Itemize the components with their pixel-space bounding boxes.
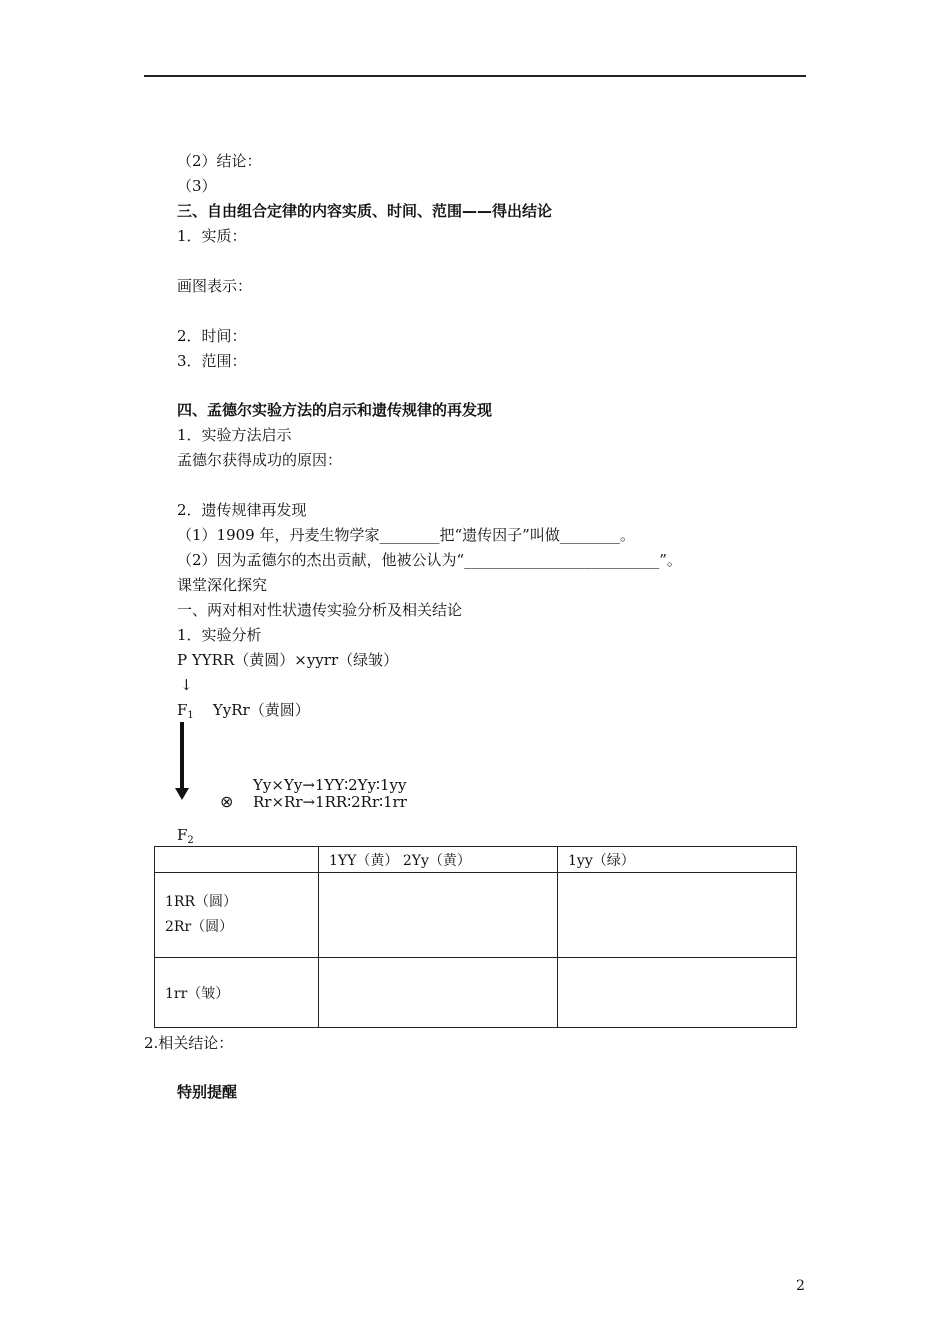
table-cell: 1rr（皱） (155, 958, 319, 1028)
success-reason: 孟德尔获得成功的原因： (177, 451, 343, 469)
table-row (155, 873, 797, 958)
diagram-item: 画图表示： (177, 277, 253, 295)
table-row (155, 847, 797, 873)
table-cell (155, 847, 319, 873)
f1-label: F (177, 701, 188, 719)
table-cell: 1YY（黄） 2Yy（黄） (319, 847, 558, 873)
down-arrow-large-icon (180, 722, 184, 790)
rr-cross: Rr×Rr→1RR∶2Rr∶1rr (253, 793, 407, 811)
table-cell (319, 873, 558, 958)
rediscovery-item: 2．遗传规律再发现 (177, 501, 307, 519)
parent-cross: P YYRR（黄圆）×yyrr（绿皱） (177, 651, 399, 669)
header-rule (144, 75, 806, 77)
f2-label: F (177, 826, 188, 844)
fill-blank-2: （2）因为孟德尔的杰出贡献，他被公认为“__________________________”。 (177, 551, 682, 569)
experiment-analysis: 1．实验分析 (177, 626, 262, 644)
f1-subscript: 1 (187, 710, 194, 721)
time-item: 2．时间： (177, 327, 247, 345)
method-item: 1．实验方法启示 (177, 426, 292, 444)
table-cell: 1yy（绿） (558, 847, 797, 873)
scope-item: 3．范围： (177, 352, 247, 370)
table-cell (155, 873, 319, 958)
row-label-rr: 1RR（圆） (165, 894, 237, 910)
analysis-heading: 一、两对相对性状遗传实验分析及相关结论 (177, 601, 463, 619)
page-number: 2 (796, 1278, 805, 1294)
item-3: （3） (177, 177, 217, 195)
essence-item: 1．实质： (177, 227, 247, 245)
row-label-rr2: 2Rr（圆） (165, 919, 234, 935)
punnett-table (154, 846, 797, 1028)
self-cross-icon: ⊗ (220, 792, 234, 811)
arrow-head-icon (175, 788, 189, 800)
section-3-heading: 三、自由组合定律的内容实质、时间、范围——得出结论 (177, 202, 553, 220)
table-cell (319, 958, 558, 1028)
table-cell (558, 873, 797, 958)
f2-subscript: 2 (187, 835, 194, 846)
down-arrow-small-icon: ↓ (180, 676, 193, 694)
deep-inquiry-title: 课堂深化探究 (177, 576, 268, 594)
special-reminder: 特别提醒 (177, 1083, 238, 1101)
f1-genotype: YyRr（黄圆） (212, 701, 310, 719)
yy-cross: Yy×Yy→1YY∶2Yy∶1yy (253, 776, 407, 794)
table-cell (558, 958, 797, 1028)
fill-blank-1: （1）1909 年，丹麦生物学家________把“遗传因子”叫做________。 (177, 526, 635, 544)
section-4-heading: 四、孟德尔实验方法的启示和遗传规律的再发现 (177, 401, 493, 419)
table-row (155, 958, 797, 1028)
f1-line (177, 700, 310, 726)
related-conclusion: 2.相关结论： (144, 1034, 234, 1052)
conclusion-item: （2）结论： (177, 152, 262, 170)
